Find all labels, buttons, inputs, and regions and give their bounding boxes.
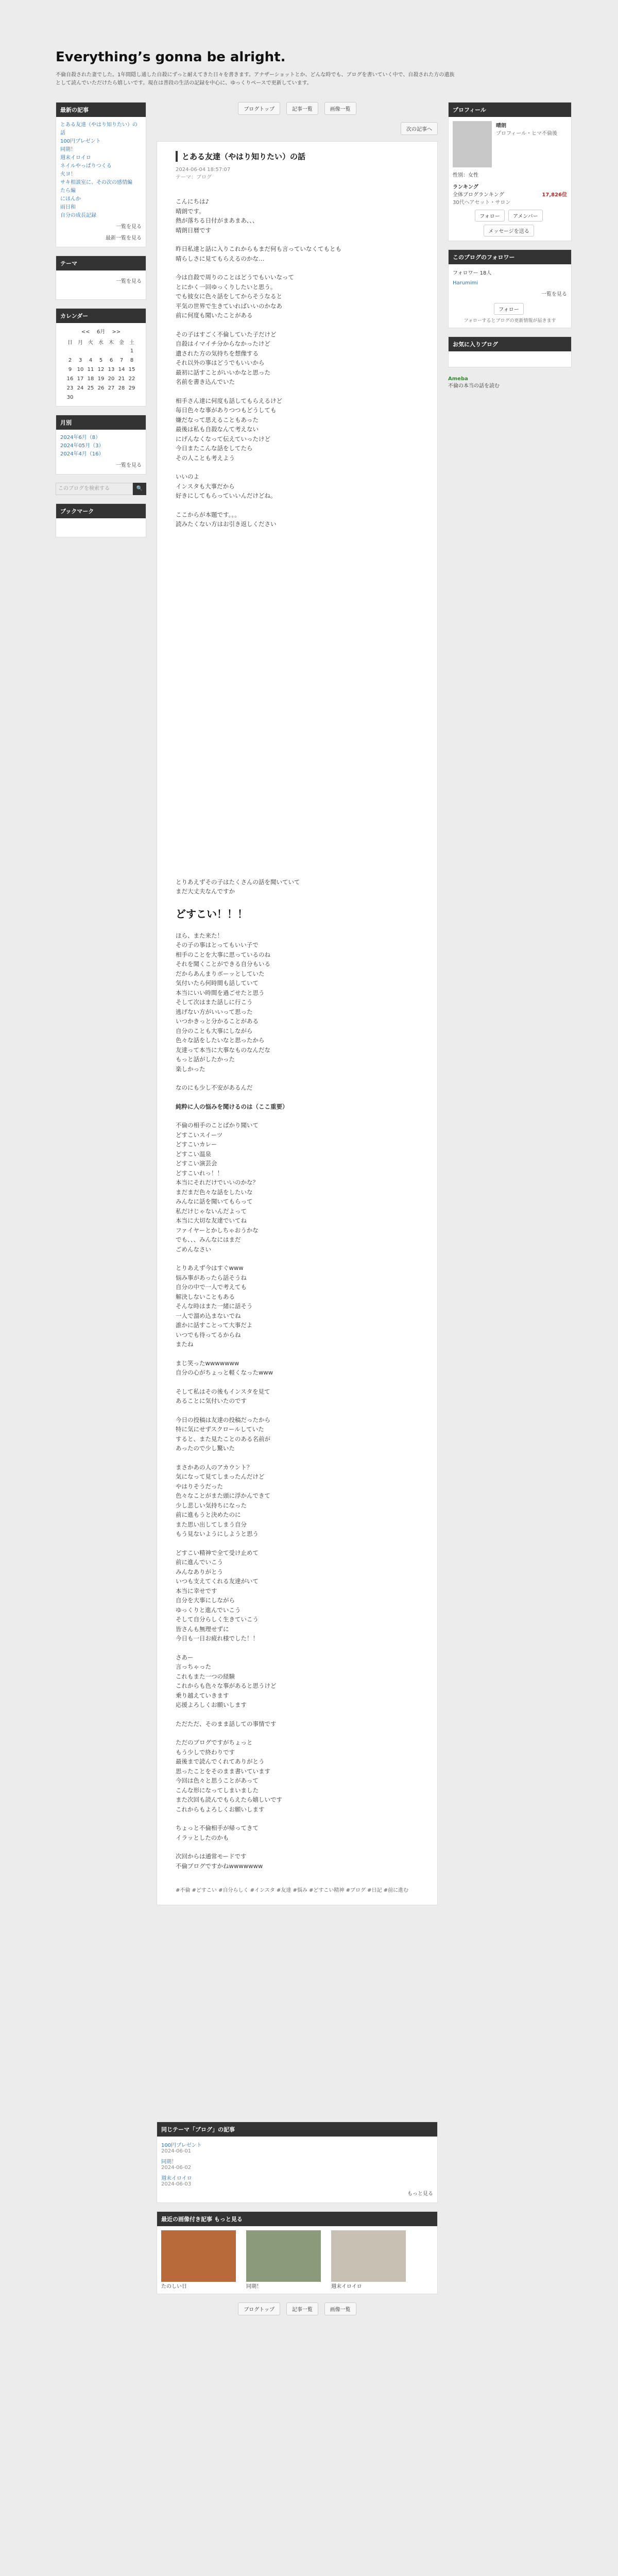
follower-list	[453, 279, 567, 287]
article-paragraph: 不倫の相手のことばかり聞いて どすこいスイーツ どすこいカレー どすこい温泉 どすこい演芸会 どすこいれっ！！ 本当にそれだけでいいのかな？ まだまだ色々な話をしたいな みんなに話を聞いてもらって 私だけじゃないんだよって 本当に大切な友達でいてね ファイヤーとかしちゃおうかな でも、、、みんなにはまだ ごめんなさい	[176, 1122, 259, 1253]
same-theme-date: 2024-06-02	[161, 2165, 192, 2171]
main-column	[157, 102, 438, 2323]
article-tags[interactable]: #不倫 #どすこい #自分らしく #インスタ #友達 #悩み #どすこい精神 #ブログ #日記 #前に進む	[176, 1888, 409, 1893]
same-theme-item[interactable]	[161, 2157, 433, 2171]
follow-button[interactable]: フォロー	[475, 210, 505, 222]
bottom-buttons	[157, 2302, 438, 2315]
article-paragraph: なのにも少し不安があるんだ	[176, 1084, 253, 1091]
calendar-day[interactable]: 8	[130, 357, 134, 363]
article-paragraph: 昨日私達と話に入りこれからもまだ何も言っていなくてもとも 晴らしさに見てもらえるのかな…	[176, 245, 341, 262]
article-paragraph: ここからが本題です。。。 読みたくない方はお引き返しください	[176, 511, 277, 528]
followers-more-link[interactable]: 一覧を見る	[541, 292, 567, 297]
article-spacer	[176, 538, 419, 868]
calendar-prev[interactable]: <<	[81, 329, 90, 335]
blog-top-button[interactable]: ブログトップ	[238, 102, 280, 115]
article-paragraph: そして私はその後もインスタを見て あることに気付いたのです	[176, 1387, 270, 1404]
calendar-day	[75, 393, 85, 402]
archive-item[interactable]: 2024年4月（16）	[60, 451, 104, 457]
entry-list-button[interactable]: 記事一覧	[286, 102, 318, 115]
calendar-month: 6月	[96, 329, 106, 335]
thumb-image[interactable]	[246, 2230, 321, 2282]
ranking-all-label: 全体ブログランキング	[453, 192, 504, 198]
left-sidebar	[56, 102, 146, 546]
calendar-day[interactable]: 20	[108, 376, 115, 382]
blog-title[interactable]: Everything’s gonna be alright.	[56, 49, 286, 65]
calendar-day[interactable]: 4	[89, 357, 93, 363]
article-paragraph: こんにちは♪ 晴朗です。 熱が落ちる日付がまあまあ、、、 晴朗日暦です	[176, 198, 259, 234]
theme-more-link[interactable]: 一覧を見る	[116, 279, 142, 284]
bottom-image-list-button[interactable]: 画像一覧	[324, 2302, 356, 2315]
calendar-weekday: 木	[109, 340, 114, 346]
ad-area[interactable]	[448, 376, 572, 390]
thumb-caption: 週末イロイロ	[331, 2284, 362, 2290]
bookmark-heading: ブックマーク	[56, 504, 146, 518]
ranking-label: ランキング	[453, 184, 478, 190]
article-theme[interactable]: テーマ：ブログ	[176, 175, 212, 180]
calendar-day	[127, 393, 137, 402]
calendar-day	[96, 346, 106, 355]
ranking-genre[interactable]: 30代ヘアセット・サロン	[453, 200, 511, 206]
amember-button[interactable]: アメンバー	[508, 210, 543, 222]
calendar-day[interactable]: 11	[87, 366, 94, 372]
article-paragraph: まじ笑ったwwwwwww 自分の心がちょっと軽くなったwww	[176, 1359, 273, 1376]
thumb-image[interactable]	[331, 2230, 406, 2282]
latest-post-item[interactable]: 自分の成長記録	[60, 213, 96, 218]
thumb-item[interactable]	[331, 2230, 411, 2290]
article-paragraph: いいのよ インスタも大事だから 好きにしてもらっていいんだけどね。	[176, 473, 277, 499]
calendar-day[interactable]: 22	[128, 376, 135, 382]
same-theme-item[interactable]	[161, 2174, 433, 2187]
calendar-day[interactable]: 30	[66, 394, 74, 400]
article	[157, 141, 438, 1905]
calendar-day[interactable]: 6	[109, 357, 113, 363]
archive-list	[60, 434, 142, 459]
profile-heading: プロフィール	[449, 103, 571, 117]
article-title[interactable]: とある友達（やはり知りたい）の話	[176, 151, 419, 162]
same-theme-box	[157, 2122, 438, 2203]
article-paragraph: とりあえずその子はたくさんの話を聞いていて まだ大丈夫なんですか	[176, 878, 300, 895]
calendar-weekday: 日	[67, 340, 73, 346]
calendar-day[interactable]: 1	[130, 348, 134, 354]
latest-post-item[interactable]: 週末イロイロ	[60, 155, 91, 161]
latest-read-more-link[interactable]: 最新一覧を見る	[106, 235, 142, 241]
archive-item[interactable]: 2024年6月（8）	[60, 435, 101, 440]
calendar-day[interactable]: 19	[97, 376, 105, 382]
calendar-day	[106, 346, 116, 355]
bottom-blog-top-button[interactable]: ブログトップ	[238, 2302, 280, 2315]
calendar-day	[96, 393, 106, 402]
calendar-heading: カレンダー	[56, 309, 146, 323]
calendar-day[interactable]: 25	[87, 385, 94, 391]
same-theme-title[interactable]: 100円プレゼント	[161, 2143, 202, 2148]
same-theme-date: 2024-06-03	[161, 2181, 192, 2187]
article-paragraph: 次回からは通常モードです 不倫ブログですかねwwwwwww	[176, 1853, 263, 1870]
image-list-button[interactable]: 画像一覧	[324, 102, 356, 115]
article-paragraph: その子はすごく不倫していた子だけど 自殺はイマイチ分からなかったけど 遺された方の気持ちを想像する それ以外の事はどうでもいいから 最初に話すことがいいかなと思った 名前を書き込んでいた	[176, 330, 277, 385]
calendar-day	[106, 393, 116, 402]
thumb-caption: たのしい日	[161, 2284, 187, 2290]
calendar-day[interactable]: 28	[118, 385, 125, 391]
latest-images-box	[157, 2211, 438, 2294]
article-body	[176, 197, 419, 1871]
archive-heading: 月別	[56, 415, 146, 430]
calendar-day[interactable]: 15	[128, 366, 135, 372]
thumb-image[interactable]	[161, 2230, 236, 2282]
calendar-day[interactable]: 3	[78, 357, 82, 363]
same-theme-date: 2024-06-01	[161, 2148, 192, 2154]
search-box	[56, 483, 146, 495]
calendar-box	[56, 308, 146, 406]
follower-count[interactable]: フォロワー 18人	[453, 270, 492, 276]
latest-post-item[interactable]: たら編	[60, 188, 76, 194]
calendar-day[interactable]: 7	[119, 357, 124, 363]
same-theme-item[interactable]	[161, 2141, 433, 2154]
profile-gender: 性別：女性	[453, 173, 478, 178]
latest-images-heading: 最近の画像付き記事 もっと見る	[157, 2212, 437, 2226]
calendar-day	[75, 346, 85, 355]
thumb-item[interactable]	[246, 2230, 326, 2290]
avatar[interactable]	[453, 121, 492, 167]
latest-posts-list	[60, 121, 142, 220]
latest-post-item[interactable]: とある友達（やはり知りたい）の話	[60, 122, 138, 136]
ad-title: Ameba	[448, 376, 468, 382]
calendar-table	[65, 337, 137, 402]
article-paragraph: ただただ、そのまま話しての事情です	[176, 1720, 277, 1727]
calendar-day[interactable]: 26	[97, 385, 105, 391]
calendar-day[interactable]: 14	[118, 366, 125, 372]
article-paragraph: どすこい精神で全て受け止めて 前に進んでいこう みんなありがとう いつも支えてくれる友達がいて 本当に幸せです 自分を大事にしながら ゆっくりと進んでいこう そして自分らしく生きていこう 皆さんも無理せずに 今日も一日お疲れ様でした！！	[176, 1549, 259, 1642]
bookmark-box	[56, 503, 146, 537]
calendar-day	[85, 346, 96, 355]
calendar-day[interactable]: 23	[66, 385, 74, 391]
archive-more-link[interactable]: 一覧を見る	[116, 463, 142, 468]
blog-description: 不倫自殺された妻でした。1年間隠し通した自殺にずっと耐えてきた日々を書きます。アナザーショットとか、どんな時でも、ブログを書いていく中で、自殺された方の遺族として読んでいただけたら嬉しいです。現在は普段の生活の記録を中心に、ゆっくりペースで更新しています。	[56, 72, 455, 86]
latest-posts-heading: 最新の記事	[56, 103, 146, 117]
calendar-day[interactable]: 9	[68, 366, 72, 372]
follow-button-2[interactable]: フォロー	[494, 303, 524, 315]
ad-text: 不倫の本当の話を読む	[448, 383, 500, 389]
latest-post-item[interactable]: 100円プレゼント	[60, 139, 101, 144]
message-button[interactable]: メッセージを送る	[484, 225, 534, 236]
same-theme-heading: 同じテーマ「ブログ」の記事	[157, 2122, 437, 2137]
calendar-day[interactable]: 12	[97, 366, 105, 372]
calendar-day	[116, 393, 127, 402]
latest-post-item[interactable]: 雨日和	[60, 205, 76, 210]
same-theme-more-link[interactable]: もっと見る	[407, 2191, 433, 2197]
article-paragraph: 今日の投稿は友達の投稿だったから 特に気にせずスクロールしていた すると、また見たことのある名前が あったので少し驚いた	[176, 1416, 270, 1452]
article-paragraph: ただのブログですがちょっと もう少しで終わりです 最後まで読んでくれてありがとう 思ったことをそのまま書いています 今回は色々と思うことがあって こんな形になってしまいました また次回も読んでもらえたら嬉しいです これからもよろしくお願いします	[176, 1739, 282, 1813]
archive-box	[56, 415, 146, 474]
calendar-day[interactable]: 24	[77, 385, 84, 391]
calendar-day[interactable]: 16	[66, 376, 74, 382]
calendar-day[interactable]: 5	[99, 357, 103, 363]
thumb-caption: 同期！	[246, 2284, 262, 2290]
latest-post-item[interactable]: 火ヨ！	[60, 172, 76, 177]
favorite-blogs-heading: お気に入りブログ	[449, 337, 571, 351]
latest-post-item[interactable]: 同期！	[60, 147, 76, 152]
bottom-entry-list-button[interactable]: 記事一覧	[286, 2302, 318, 2315]
calendar-day[interactable]: 27	[108, 385, 115, 391]
profile-box	[448, 102, 572, 241]
calendar-weekday: 水	[98, 340, 104, 346]
latest-post-item[interactable]: にほんか	[60, 196, 81, 202]
latest-posts-box	[56, 102, 146, 247]
search-icon[interactable]: 🔍	[133, 483, 146, 495]
calendar-weekday: 月	[78, 340, 83, 346]
article-paragraph: どすこい！！！	[176, 907, 248, 920]
blog-search-input[interactable]: このブログを検索する	[56, 483, 133, 495]
article-paragraph: ちょっと不倫相手が帰ってきて イラッとしたのかも	[176, 1824, 259, 1841]
right-sidebar	[448, 102, 572, 390]
theme-box	[56, 256, 146, 300]
article-paragraph: まさかあの人のアカウント？ 気になって見てしまったんだけど やはりそうだった 色々なことがまた頭に浮かんできて 少し悲しい気持ちになった 前に進もうと決めたのに また思い出してしまう自分 もう見ないようにしようと思う	[176, 1463, 270, 1537]
calendar-day[interactable]: 10	[77, 366, 84, 372]
page	[46, 0, 572, 2576]
followers-heading: このブログのフォロワー	[449, 250, 571, 264]
article-paragraph: さあー 言っちゃった これもまた一つの経験 これからも色々な事があると思うけど 乗り越えていきます 応援よろしくお願いします	[176, 1653, 277, 1708]
top-buttons	[157, 102, 438, 115]
calendar-weekday: 金	[119, 340, 124, 346]
calendar-weekday: 火	[88, 340, 93, 346]
article-paragraph: 今は自殺で周りのことはどうでもいいなって とにかく一回ゆっくりしたいと思う。 でも彼女に色々話をしてからそうなると 平気の世界で生きていればいいのかなあ 前に何度も聞いたことがある	[176, 274, 294, 319]
next-article-button[interactable]: 次の記事へ	[401, 122, 438, 135]
favorite-blogs-box	[448, 336, 572, 367]
follower-item[interactable]: Harumimi	[453, 280, 478, 286]
latest-post-item[interactable]: ネイルやっぱりつくる	[60, 163, 112, 169]
calendar-weekday: 土	[129, 340, 134, 346]
article-paragraph: 純粋に人の悩みを聞けるのは（ここ重要）	[176, 1103, 288, 1110]
latest-post-item[interactable]: サキ相談室に、その次の感情編	[60, 180, 132, 185]
latest-more-link[interactable]: 一覧を見る	[116, 224, 142, 230]
calendar-day[interactable]: 21	[118, 376, 125, 382]
theme-heading: テーマ	[56, 256, 146, 270]
article-paragraph: ほら、また来た！ その子の事はとってもいい子で 相手のことを大事に思っているのね それを聞くことができる自分もいる だからあんまりボーッとしていた 気付いたら何時間も話していて 本当にいい時間を過ごせたと思う そして次はまた話しに行こう 逃げない方がいいって思った いつかきっと分かることがある 自分のことも大事にしながら 色々な話をしたいなと思ったから 友達って本当に大事なものなんだな もっと話がしたかった 楽しかった	[176, 931, 270, 1073]
thumb-item[interactable]	[161, 2230, 241, 2290]
follow-note: フォローするとブログの更新情報が届きます	[464, 318, 556, 324]
ranking-all-value: 17,826位	[542, 192, 567, 198]
calendar-day	[116, 346, 127, 355]
article-date: 2024-06-04 18:57:07	[176, 167, 231, 173]
same-theme-title[interactable]: 同期！	[161, 2159, 177, 2165]
calendar-next[interactable]: >>	[112, 329, 121, 335]
calendar-day[interactable]: 2	[68, 357, 72, 363]
followers-box	[448, 249, 572, 328]
archive-item[interactable]: 2024年05月（3）	[60, 443, 104, 449]
calendar-day	[85, 393, 96, 402]
article-paragraph: とりあえず今はすぐwww 悩み事があったら話そうね 自分の中で一人で考えても 解決しないこともある そんな時はまた一緒に話そう 一人で溜め込まないでね 誰かに話すことって大事だよ いつでも待ってるからね またね	[176, 1264, 253, 1348]
calendar-day[interactable]: 17	[77, 376, 84, 382]
article-meta	[176, 166, 419, 181]
same-theme-title[interactable]: 週末イロイロ	[161, 2176, 192, 2181]
calendar-day[interactable]: 18	[87, 376, 94, 382]
calendar-day[interactable]: 29	[128, 385, 135, 391]
calendar-day	[65, 346, 75, 355]
calendar-day[interactable]: 13	[108, 366, 115, 372]
profile-sub: プロフィール・ヒマ不倫後	[496, 131, 557, 137]
article-paragraph: 相手さん達に何度も話してもらえるけど 毎日色々な事がありつつもどうしても 嫌だなって思えることもあった 最後は私も自殺なんて考えない にげんなくなって伝えていったけど 今日またこんな話をしてたら その人ことも考えよう	[176, 397, 282, 462]
profile-name[interactable]: 晴朗	[496, 123, 506, 129]
